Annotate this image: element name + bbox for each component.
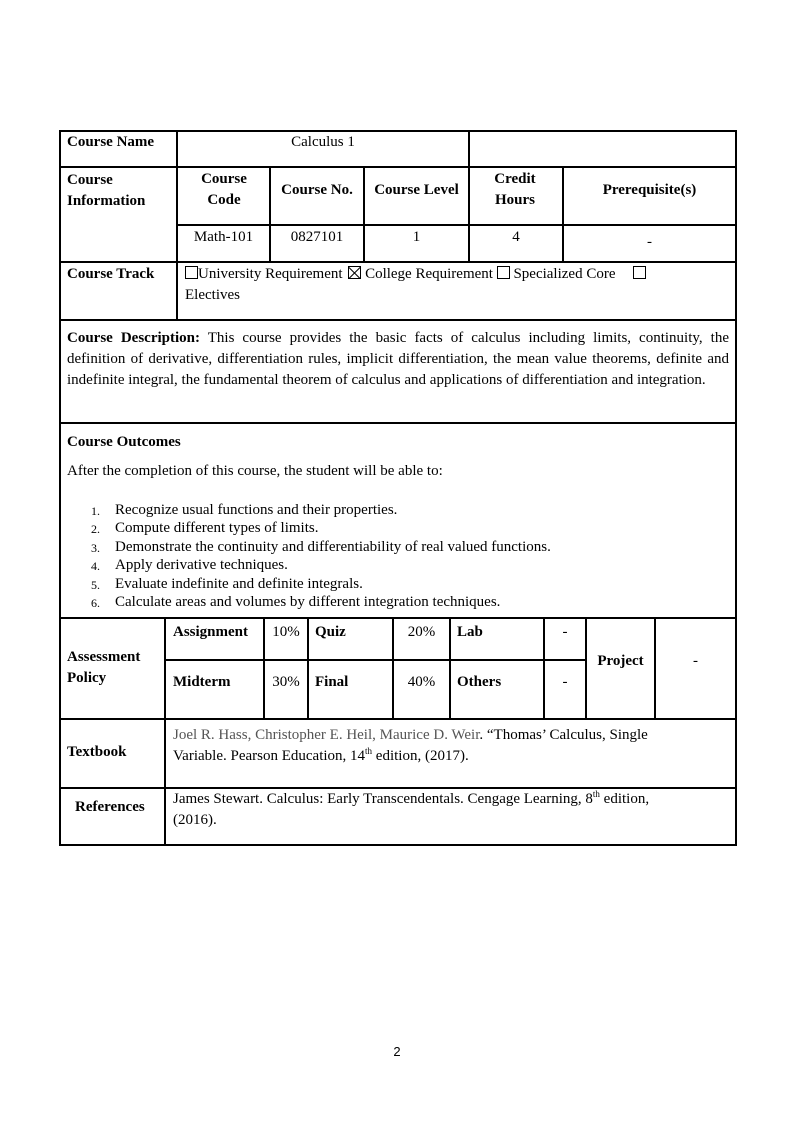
- header-course-level: Course Level: [374, 182, 459, 198]
- college-requirement-checkbox[interactable]: [348, 266, 361, 279]
- university-requirement-checkbox[interactable]: [185, 266, 198, 279]
- specialized-core-checkbox[interactable]: [497, 266, 510, 279]
- list-item: 1. Recognize usual functions and their properties.: [91, 502, 398, 518]
- project-label: Project: [597, 653, 644, 669]
- value-course-code: Math-101: [193, 229, 254, 245]
- course-information-label: Course Information: [67, 172, 146, 209]
- list-item: 4. Apply derivative techniques.: [91, 557, 288, 574]
- value-credit-hours: 4: [512, 229, 520, 245]
- list-item: 5. Evaluate indefinite and definite integrals.: [91, 575, 363, 592]
- specialized-core-label: Specialized Core: [513, 266, 616, 282]
- final-label: Final: [315, 674, 349, 690]
- list-item: 6. Calculate areas and volumes by different integration techniques.: [91, 594, 501, 611]
- course-name-value: Calculus 1: [291, 134, 355, 150]
- references-line2: (2016).: [173, 812, 217, 828]
- references-label: References: [75, 799, 145, 815]
- references-line1: James Stewart. Calculus: Early Transcendentals. Cengage Learning, 8th edition,: [173, 789, 650, 807]
- course-description: [67, 328, 729, 391]
- course-outcomes-label: Course Outcomes: [67, 434, 181, 450]
- university-requirement-label: University Requirement: [198, 266, 343, 282]
- assignment-value: 10%: [272, 624, 300, 640]
- course-name-label: Course Name: [67, 134, 155, 150]
- assignment-label: Assignment: [173, 624, 249, 640]
- electives-label: Electives: [185, 287, 240, 303]
- lab-label: Lab: [457, 624, 483, 640]
- track-options-line1: [185, 264, 646, 285]
- course-outcomes-list: [67, 501, 551, 611]
- list-item: 2. Compute different types of limits.: [91, 520, 319, 537]
- header-credit-hours: Credit Hours: [494, 171, 536, 208]
- college-requirement-label: College Requirement: [365, 266, 493, 282]
- textbook-label: Textbook: [67, 744, 127, 760]
- others-value: -: [562, 674, 568, 690]
- textbook-line1: Joel R. Hass, Christopher E. Heil, Maurice D. Weir. “Thomas’ Calculus, Single: [173, 727, 648, 743]
- course-track-label: Course Track: [67, 266, 155, 282]
- quiz-label: Quiz: [315, 624, 346, 640]
- course-outcomes-intro: After the completion of this course, the student will be able to:: [67, 463, 443, 479]
- page-number: 2: [393, 1044, 401, 1059]
- project-value: -: [693, 653, 698, 669]
- midterm-label: Midterm: [173, 674, 231, 690]
- final-value: 40%: [407, 674, 436, 690]
- lab-value: -: [562, 624, 568, 640]
- midterm-value: 30%: [272, 674, 300, 690]
- value-course-no: 0827101: [290, 229, 344, 245]
- list-item: 3. Demonstrate the continuity and differentiability of real valued functions.: [91, 538, 551, 555]
- value-course-level: 1: [412, 229, 421, 245]
- course-description-text: This course provides the basic facts of calculus including limits, continuity, the definition of derivative, differentiation rules, implicit differentiation, the mean value theorems, definite and indefinite integral, the fundamental theorem of calculus and applications of differentiation and integration.: [67, 330, 729, 388]
- header-prerequisites: Prerequisite(s): [602, 182, 697, 198]
- textbook-line2: Variable. Pearson Education, 14th edition, (2017).: [173, 746, 469, 764]
- electives-checkbox[interactable]: [633, 266, 646, 279]
- course-description-label: Course Description:: [67, 330, 200, 346]
- textbook-authors: Joel R. Hass, Christopher E. Heil, Maurice D. Weir: [173, 727, 480, 743]
- quiz-value: 20%: [407, 624, 436, 640]
- others-label: Others: [457, 674, 502, 690]
- assessment-policy-label: Assessment Policy: [67, 649, 141, 686]
- header-course-no: Course No.: [281, 182, 353, 198]
- value-prerequisites: -: [647, 234, 652, 250]
- header-course-code: Course Code: [201, 171, 247, 208]
